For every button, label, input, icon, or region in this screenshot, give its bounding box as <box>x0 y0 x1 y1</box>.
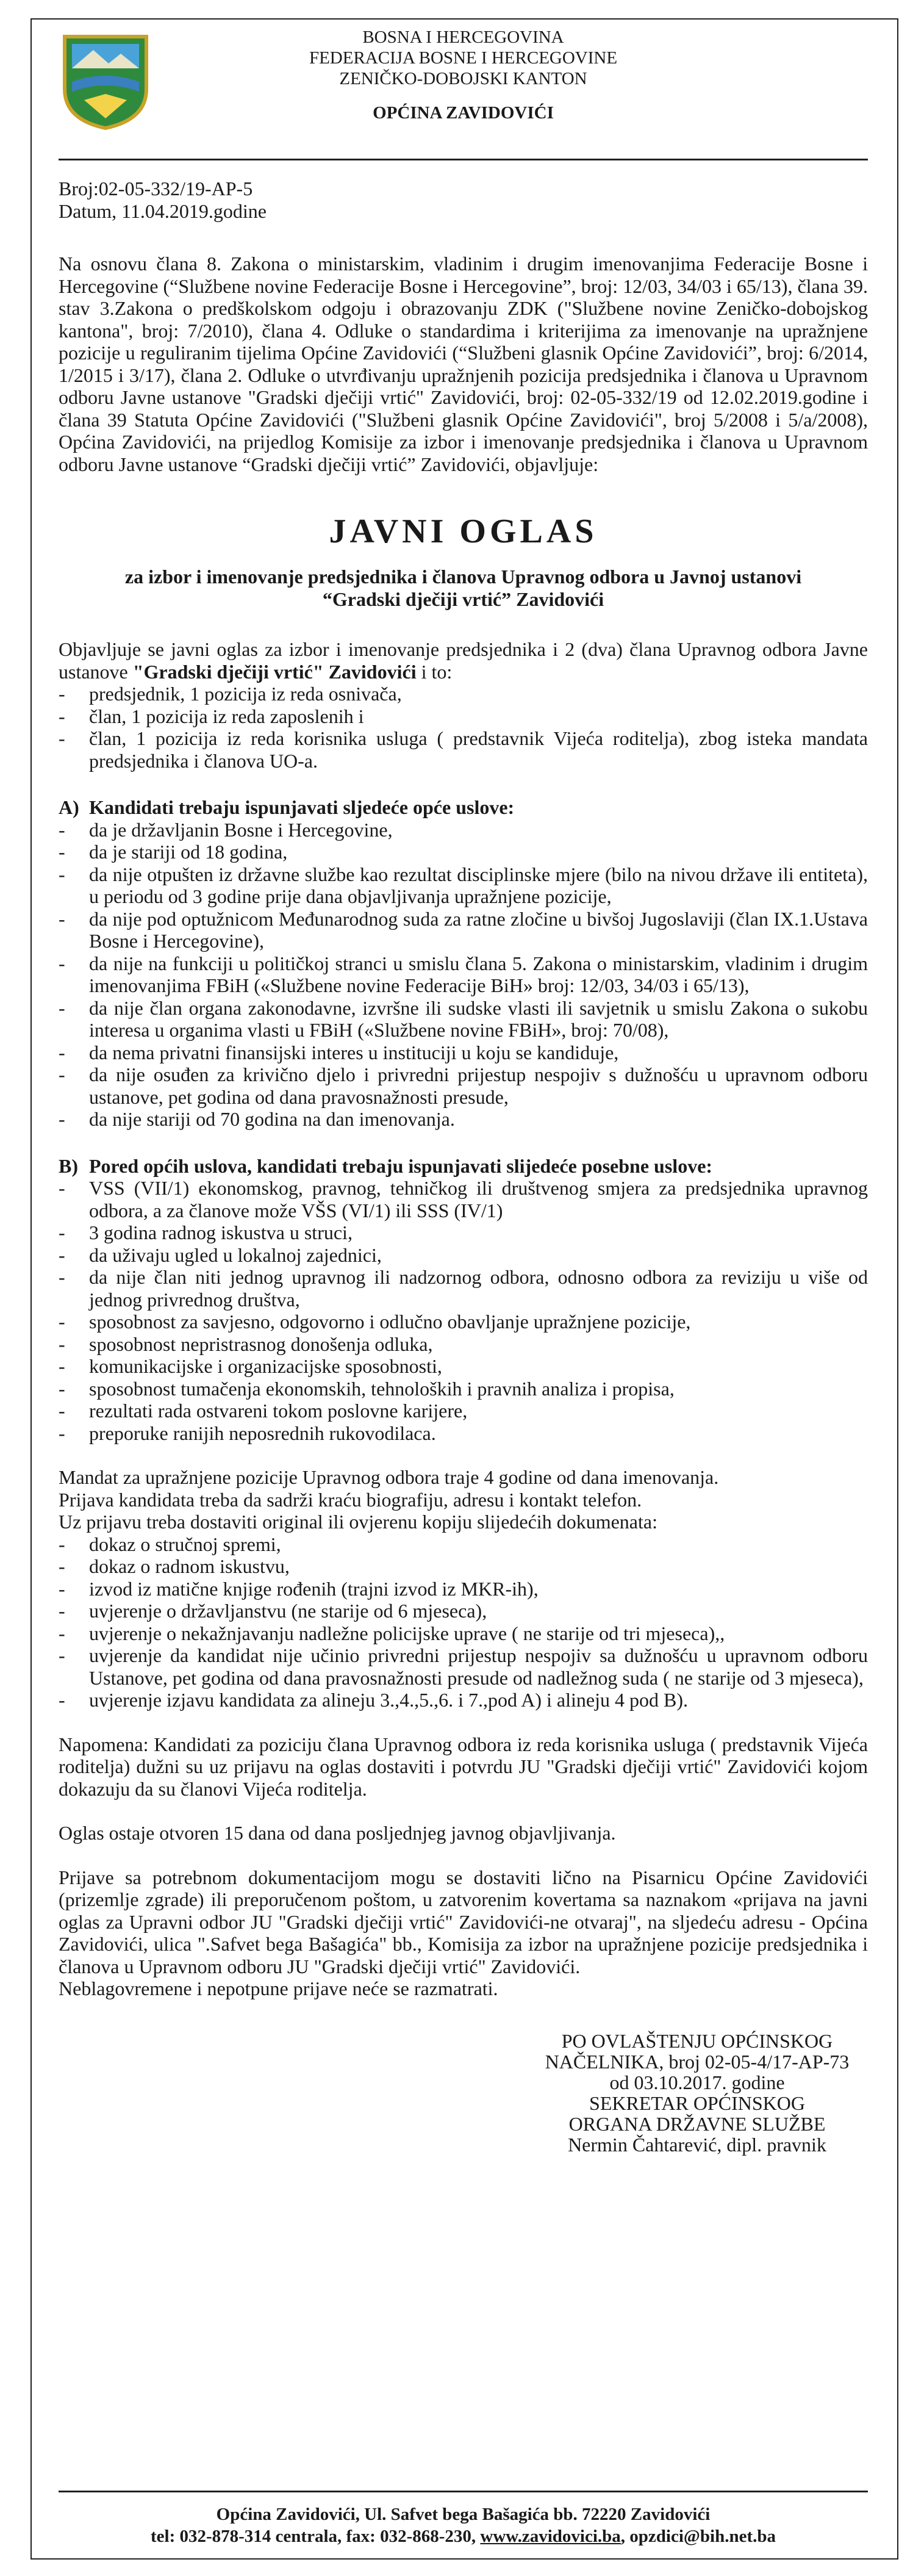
list-item: - dokaz o stručnoj spremi, <box>59 1533 868 1556</box>
list-item: - uvjerenje izjavu kandidata za alineju 3.,4.,5.,6. i 7.,pod A) i alineju 4 pod B). <box>59 1689 868 1711</box>
list-item: - predsjednik, 1 pozicija iz reda osnivača, <box>59 683 868 705</box>
reference-block <box>59 178 868 222</box>
section-b-title: Pored općih uslova, kandidati trebaju ispunjavati slijedeće posebne uslove: <box>89 1154 713 1177</box>
application-info <box>59 1466 868 1533</box>
list-item: - član, 1 pozicija iz reda korisnika usluga ( predstavnik Vijeća roditelja), zbog isteka mandata predsjednika i članova UO-a. <box>59 727 868 772</box>
list-item: - da je državljanin Bosne i Hercegovine, <box>59 819 868 841</box>
section-a-letter: A) <box>59 796 79 818</box>
section-b-heading <box>59 1155 868 1178</box>
reference-date: Datum, 11.04.2019.godine <box>59 200 267 222</box>
general-conditions-list <box>59 819 868 1131</box>
list-item: - 3 godina radnog iskustva u struci, <box>59 1221 868 1244</box>
list-item: - da nije otpušten iz državne službe kao rezultat disciplinske mjere (bilo na nivou države ili entiteta), u periodu od 3 godine prije dana objavljivanja upražnjene pozicije, <box>59 863 868 908</box>
header-country: BOSNA I HERCEGOVINA <box>362 27 564 47</box>
section-a-heading <box>59 796 868 819</box>
announcement-text: Objavljuje se javni oglas za izbor i imenovanje predsjednika i 2 (dva) člana Upravnog odbora Javne ustanove <box>59 638 868 683</box>
signature-line: ORGANA DRŽAVNE SLUŽBE <box>568 2112 826 2135</box>
signature-line: NAČELNIKA, broj 02-05-4/17-AP-73 <box>545 2050 850 2073</box>
list-item: - sposobnost tumačenja ekonomskih, tehnoloških i pravnih analiza i propisa, <box>59 1378 868 1400</box>
signature-line: SEKRETAR OPĆINSKOG <box>589 2092 805 2114</box>
list-item: - izvod iz matične knjige rođenih (trajni izvod iz MKR-ih), <box>59 1578 868 1600</box>
positions-list <box>59 683 868 772</box>
list-item: - da uživaju ugled u lokalnoj zajednici, <box>59 1244 868 1267</box>
signature-block <box>526 2031 868 2155</box>
footer-email: , opzdici@bih.net.ba <box>620 2527 776 2546</box>
list-item: - da nije pod optužnicom Međunarodnog suda za ratne zločine u bivšoj Jugoslaviji (član IX.1.Ustava Bosne i Hercegovine), <box>59 908 868 952</box>
list-item: - uvjerenje da kandidat nije učinio privredni prijestup nespojiv sa dužnošću u upravnom odboru Ustanove, pet godina od dana pravosnažnosti presude od nadležnog suda ( ne starije od 3 mjeseca), <box>59 1644 868 1689</box>
subtitle-line-2: “Gradski dječiji vrtić” Zavidovići <box>322 588 604 610</box>
list-item: - da nije osuđen za krivično djelo i privredni prijestup nespojiv s dužnošću u upravnom odboru ustanove, pet godina od dana pravosnažnosti presude, <box>59 1063 868 1108</box>
list-item: - da nema privatni finansijski interes u instituciji u koju se kandiduje, <box>59 1042 868 1064</box>
list-item: - sposobnost nepristrasnog donošenja odluka, <box>59 1333 868 1356</box>
list-item: - da nije član niti jednog upravnog ili nadzornog odbora, odnosno odbora za reviziju u više od jednog privrednog društva, <box>59 1266 868 1311</box>
letterhead <box>59 20 868 160</box>
list-item: - član, 1 pozicija iz reda zaposlenih i <box>59 705 868 728</box>
header-municipality: OPĆINA ZAVIDOVIĆI <box>373 103 554 123</box>
legal-basis-paragraph: Na osnovu člana 8. Zakona o ministarskim, vladinim i drugim imenovanjima Federacije Bosne i Hercegovine (“Službene novine Federacije Bosne i Hercegovine”, broj: 12/03, 34/03 i 65/13), člana 39. stav 3.Zakona o predškolskom odgoju i obrazovanju ZDK ("Službene novine Zeničko-dobojskog kantona", broj: 7/2010), člana 4. Odluke o standardima i kriterijima za imenovanje na upražnjene pozicije u reguliranim tijelima Općine Zavidovići (“Službeni glasnik Općine Zavidovići”, broj: 6/2014, 1/2015 i 3/17), člana 2. Odluke o utvrđivanju upražnjenih pozicija predsjednika i članova u Upravnom odboru Javne ustanove "Gradski dječiji vrtić" Zavidovići, broj: 02-05-332/19 od 12.02.2019.godine i člana 39 Statuta Općine Zavidovići ("Službeni glasnik Općine Zavidovići", broj 5/2008 i 5/a/2008), Općina Zavidovići, na prijedlog Komisije za izbor i imenovanje predsjednika i članova u Upravnom odboru Javne ustanove “Gradski dječiji vrtić” Zavidovići, objavljuje: <box>59 253 868 475</box>
footer-address: Općina Zavidovići, Ul. Safvet bega Bašagića bb. 72220 Zavidovići <box>216 2505 711 2524</box>
list-item: - uvjerenje o državljanstvu (ne starije od 6 mjeseca), <box>59 1600 868 1622</box>
signature-name: Nermin Čahtarević, dipl. pravnik <box>568 2133 826 2156</box>
subtitle-line-1: za izbor i imenovanje predsjednika i članova Upravnog odbora u Javnoj ustanovi <box>124 566 802 588</box>
section-a-title: Kandidati trebaju ispunjavati sljedeće opće uslove: <box>89 796 515 818</box>
open-period-text: Oglas ostaje otvoren 15 dana od dana posljednjeg javnog objavljivanja. <box>59 1822 616 1844</box>
list-item: - da nije na funkciji u političkoj stranci u smislu člana 5. Zakona o ministarskim, vladinim i drugim imenovanjima FBiH («Službene novine Federacije BiH» broj: 12/03, 34/03 i 65/13), <box>59 952 868 997</box>
footer-contact <box>59 2525 868 2547</box>
list-item: - sposobnost za savjesno, odgovorno i odlučno obavljanje upražnjene pozicije, <box>59 1311 868 1333</box>
list-item: - VSS (VII/1) ekonomskog, pravnog, tehničkog ili društvenog smjera za predsjednika upravnog odbora, a za članove može VŠS (VI/1) ili SSS (IV/1) <box>59 1177 868 1221</box>
signature-line: od 03.10.2017. godine <box>609 2071 785 2093</box>
submission-paragraph: Prijave sa potrebnom dokumentacijom mogu se dostaviti lično na Pisarnicu Općine Zavidovići (prizemlje zgrade) ili preporučenom poštom, u zatvorenim kovertama sa naznakom «prijava na javni oglas za Upravni odbor JU "Gradski dječiji vrtić" Zavidovići-ne otvaraj", na sljedeću adresu - Općina Zavidovići, ulica ".Safvet bega Bašagića" bb., Komisija za izbor na upražnjene pozicije predsjednika i članova u Upravnom odboru JU "Gradski dječiji vrtić" Zavidovići. <box>59 1866 868 1977</box>
list-item: - komunikacijske i organizacijske sposobnosti, <box>59 1355 868 1378</box>
special-conditions-list <box>59 1177 868 1444</box>
late-applications-text: Neblagovremene i nepotpune prijave neće se razmatrati. <box>59 1977 498 1999</box>
header-federation: FEDERACIJA BOSNE I HERCEGOVINE <box>309 48 618 68</box>
note-paragraph: Napomena: Kandidati za poziciju člana Upravnog odbora iz reda korisnika usluga ( predstavnik Vijeća roditelja) dužni su uz prijavu na oglas dostaviti i potvrdu JU "Gradski dječiji vrtić" Zavidovići kojom dokazuju da su članovi Vijeća roditelja. <box>59 1733 868 1800</box>
application-text: Prijava kandidata treba da sadrži kraću biografiju, adresu i kontakt telefon. <box>59 1488 642 1511</box>
footer <box>59 2491 868 2547</box>
list-item: - da nije stariji od 70 godina na dan imenovanja. <box>59 1108 868 1131</box>
announcement-paragraph <box>59 638 868 683</box>
documents-list <box>59 1533 868 1711</box>
header-canton: ZENIČKO-DOBOJSKI KANTON <box>339 69 587 88</box>
website-link[interactable]: www.zavidovici.ba <box>480 2527 621 2546</box>
announcement-suffix: i to: <box>416 660 453 683</box>
list-item: - preporuke ranijih neposrednih rukovodilaca. <box>59 1422 868 1445</box>
list-item: - da je stariji od 18 godina, <box>59 841 868 863</box>
reference-number: Broj:02-05-332/19-AP-5 <box>59 178 253 200</box>
documents-intro: Uz prijavu treba dostaviti original ili ovjerenu kopiju slijedećih dokumenata: <box>59 1511 657 1533</box>
section-b-letter: B) <box>59 1154 78 1177</box>
mandate-text: Mandat za upražnjene pozicije Upravnog odbora traje 4 godine od dana imenovanja. <box>59 1466 719 1488</box>
document-page <box>30 18 898 2560</box>
list-item: - dokaz o radnom iskustvu, <box>59 1555 868 1578</box>
document-subtitle <box>59 566 868 610</box>
list-item: - rezultati rada ostvareni tokom poslovne karijere, <box>59 1400 868 1422</box>
footer-phone-fax: tel: 032-878-314 centrala, fax: 032-868-230, <box>150 2527 481 2546</box>
list-item: - uvjerenje o nekažnjavanju nadležne policijske uprave ( ne starije od tri mjeseca),, <box>59 1622 868 1645</box>
signature-line: PO OVLAŠTENJU OPĆINSKOG <box>561 2029 833 2052</box>
document-title: JAVNI OGLAS <box>329 513 598 550</box>
list-item: - da nije član organa zakonodavne, izvršne ili sudske vlasti ili savjetnik u smislu Zakona o sukobu interesa u organima vlasti u FBiH («Službene novine FBiH», broj: 70/08), <box>59 997 868 1042</box>
institution-name: "Gradski dječiji vrtić" Zavidovići <box>132 660 417 683</box>
